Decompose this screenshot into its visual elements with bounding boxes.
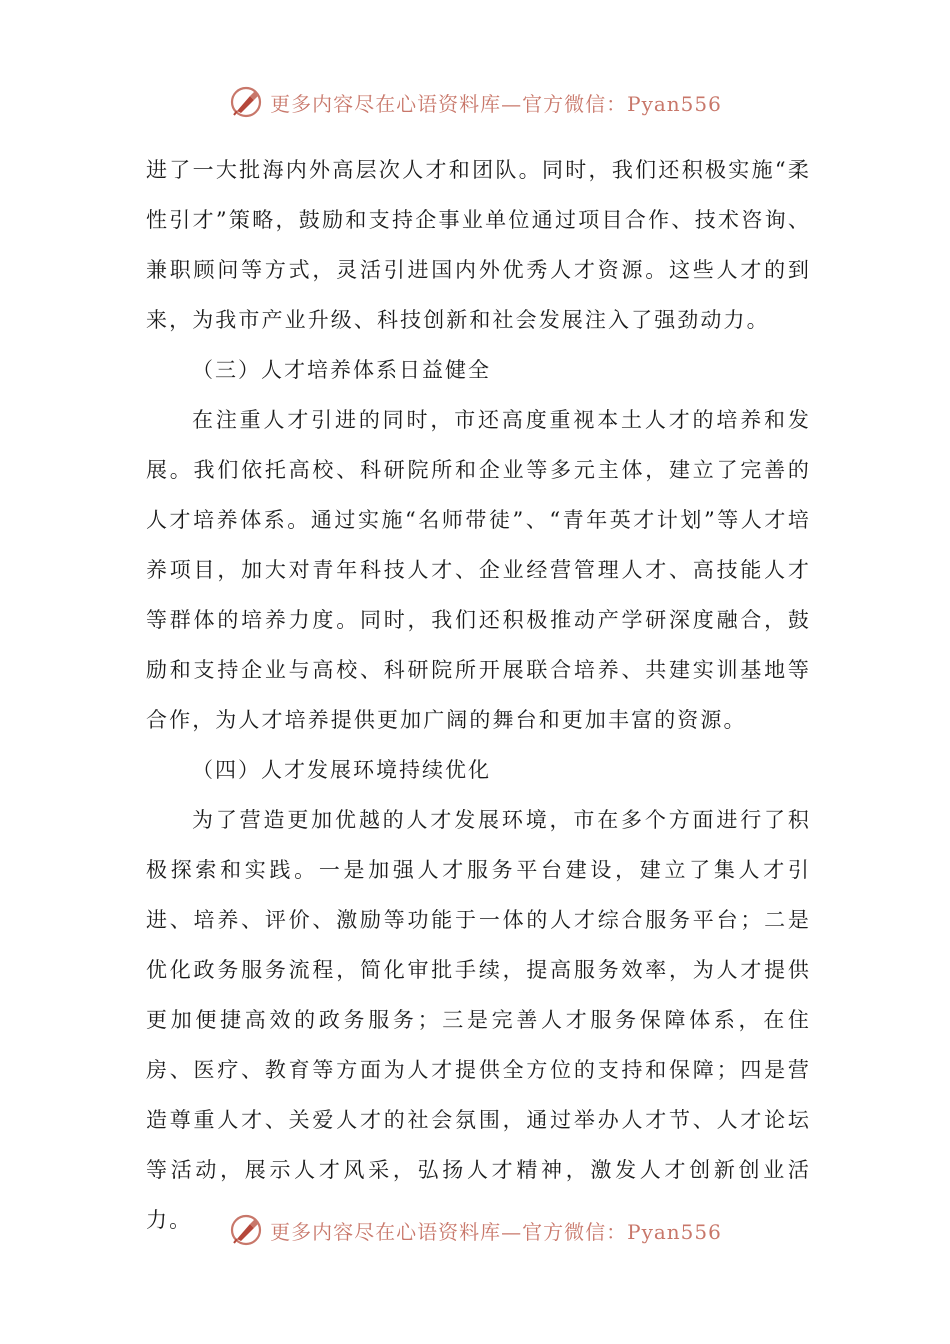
header-banner: [0, 80, 950, 124]
footer-banner: [0, 1208, 950, 1252]
pen-nib-logo-icon: [228, 1212, 264, 1248]
section-heading-3: （三）人才培养体系日益健全: [192, 358, 491, 382]
paragraph-2: 在注重人才引进的同时，市还高度重视本土人才的培养和发展。我们依托高校、科研院所和企业等多元主体，建立了完善的人才培养体系。通过实施“名师带徒”、“青年英才计划”等人才培养项目，加大对青年科技人才、企业经营管理人才、高技能人才等群体的培养力度。同时，我们还积极推动产学研深度融合，鼓励和支持企业与高校、科研院所开展联合培养、共建实训基地等合作，为人才培养提供更加广阔的舞台和更加丰富的资源。: [146, 408, 811, 732]
footer-banner-text: 更多内容尽在心语资料库—官方微信：Pyan556: [270, 1219, 722, 1244]
paragraph-1: 进了一大批海内外高层次人才和团队。同时，我们还积极实施“柔性引才”策略，鼓励和支持企事业单位通过项目合作、技术咨询、兼职顾问等方式，灵活引进国内外优秀人才资源。这些人才的到来，为我市产业升级、科技创新和社会发展注入了强劲动力。: [146, 158, 811, 332]
section-heading-4: （四）人才发展环境持续优化: [192, 758, 491, 782]
header-banner-text: 更多内容尽在心语资料库—官方微信：Pyan556: [270, 91, 722, 116]
document-body: [146, 145, 811, 1245]
pen-nib-logo-icon: [228, 84, 264, 120]
paragraph-3: 为了营造更加优越的人才发展环境，市在多个方面进行了积极探索和实践。一是加强人才服务平台建设，建立了集人才引进、培养、评价、激励等功能于一体的人才综合服务平台；二是优化政务服务流程，简化审批手续，提高服务效率，为人才提供更加便捷高效的政务服务；三是完善人才服务保障体系，在住房、医疗、教育等方面为人才提供全方位的支持和保障；四是营造尊重人才、关爱人才的社会氛围，通过举办人才节、人才论坛等活动，展示人才风采，弘扬人才精神，激发人才创新创业活力。: [146, 808, 811, 1232]
